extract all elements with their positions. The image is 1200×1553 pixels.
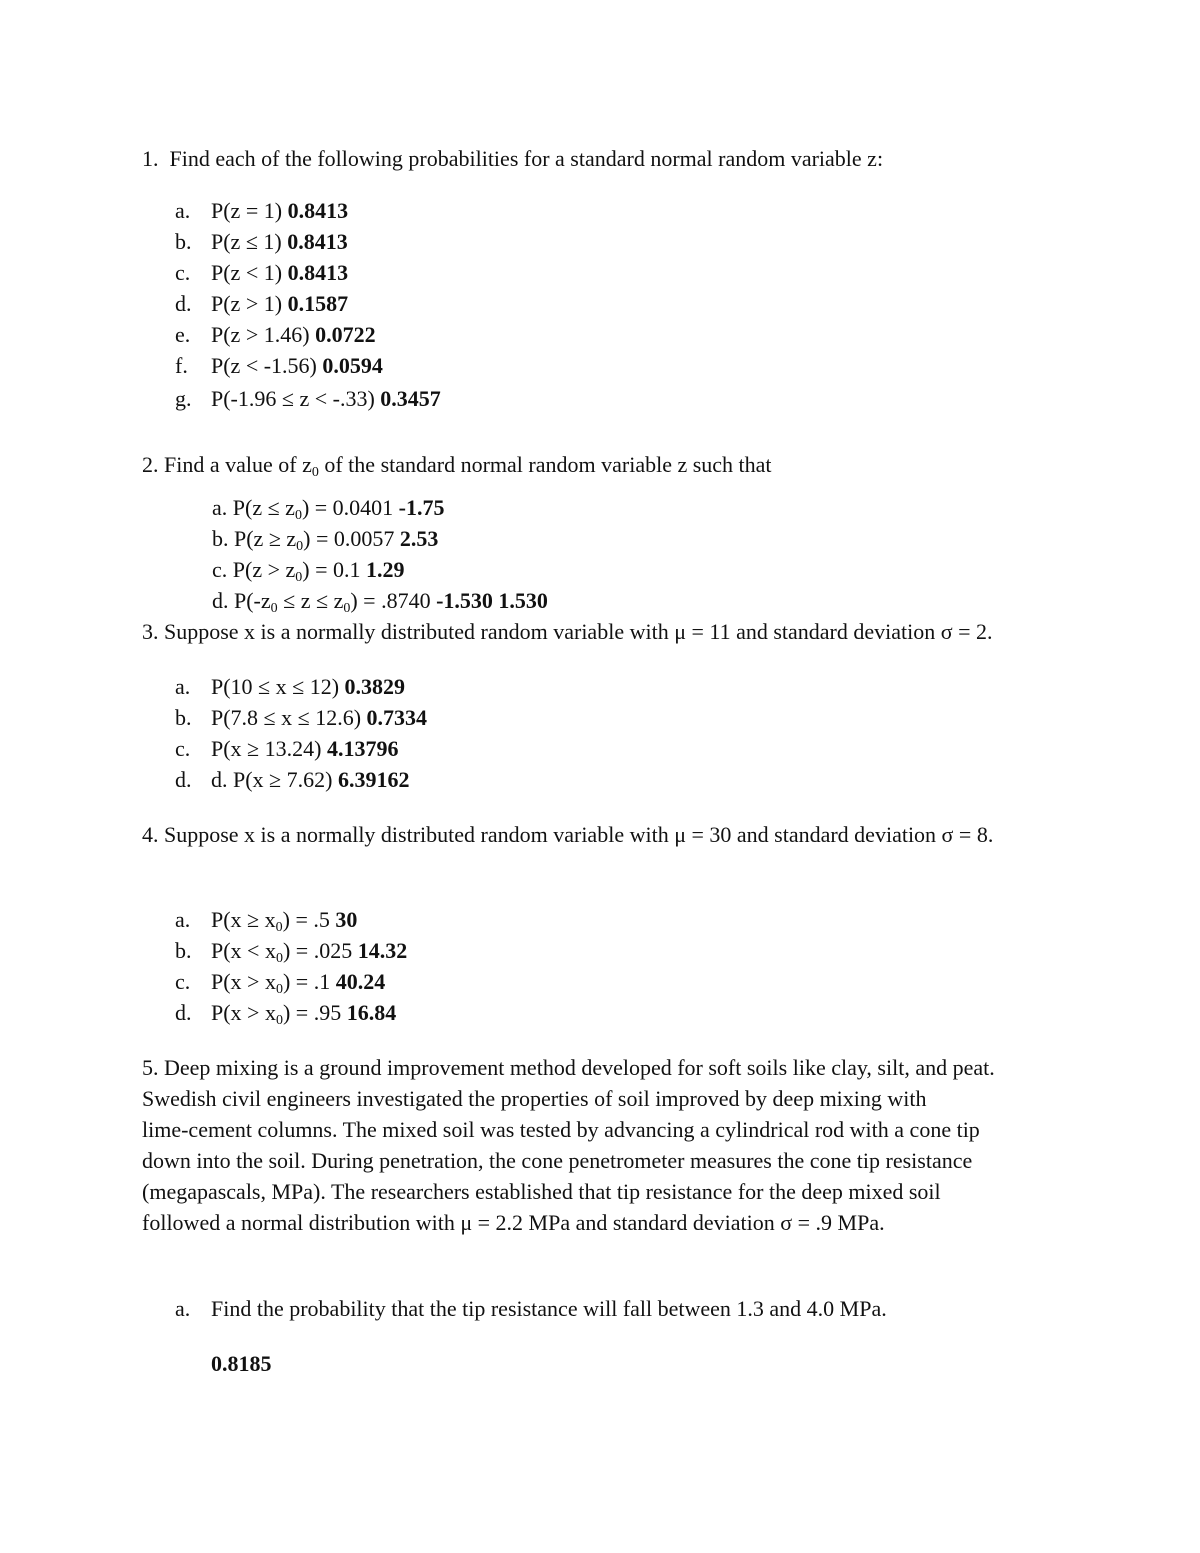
q4-item-b: b. $P(x < x_0) = .025$ 14.32: [175, 938, 408, 966]
q2-item-d: d. $P(-z_0 \le z \le z_0) = .8740$ -1.530 1.530: [212, 588, 548, 616]
q2-heading: 2. Find a value of $z_0$ of the standard normal random variable z such that: [142, 452, 772, 480]
answer: 4.13796: [326, 736, 399, 761]
q1-item-b: b. P(z ≤ 1) 0.8413: [175, 229, 348, 254]
answer: 0.0722: [315, 322, 376, 347]
q3-item-c: c. P(x ≥ 13.24) 4.13796: [175, 736, 399, 761]
q3-heading: 3. Suppose x is a normally distributed random variable with μ = 11 and standard deviation σ = 2.: [142, 619, 993, 644]
q1-item-d: d. P(z > 1) 0.1587: [175, 291, 349, 316]
q1-text: Find each of the following probabilities for a standard normal random variable z:: [169, 146, 884, 171]
answer: -1.530 1.530: [436, 588, 548, 613]
answer: 0.1587: [287, 291, 349, 316]
q4-heading: 4. Suppose x is a normally distributed random variable with μ = 30 and standard deviation σ = 8.: [142, 822, 994, 847]
answer: 6.39162: [337, 767, 410, 792]
q2-item-c: c. $P(z > z_0) = 0.1$ 1.29: [212, 557, 405, 585]
answer: 14.32: [357, 938, 408, 963]
q1-number: 1.: [142, 146, 159, 171]
answer: 0.8413: [287, 229, 348, 254]
answer: 30: [335, 907, 358, 932]
q3-item-d: d. d. P(x ≥ 7.62) 6.39162: [175, 767, 410, 792]
q5-item-a: a. Find the probability that the tip resistance will fall between 1.3 and 4.0 MPa.: [175, 1296, 887, 1321]
q2-item-b: b. $P(z \ge z_0) = 0.0057$ 2.53: [212, 526, 439, 554]
answer: 0.7334: [366, 705, 428, 730]
answer: 40.24: [335, 969, 386, 994]
q3-item-a: a. P(10 ≤ x ≤ 12) 0.3829: [175, 674, 406, 699]
answer: 0.8413: [287, 260, 349, 285]
answer: -1.75: [398, 495, 445, 520]
answer: 0.8413: [287, 198, 349, 223]
q5-answer: 0.8185: [211, 1351, 272, 1376]
q3-item-b: b. P(7.8 ≤ x ≤ 12.6) 0.7334: [175, 705, 428, 730]
answer: 2.53: [399, 526, 439, 551]
q4-item-d: d. $P(x > x_0) = .95$ 16.84: [175, 1000, 397, 1028]
answer: 0.3457: [380, 386, 441, 411]
q2-item-a: a. $P(z \le z_0) = 0.0401$ -1.75: [212, 495, 445, 523]
q4-item-c: c. $P(x > x_0) = .1$ 40.24: [175, 969, 386, 997]
answer: 0.0594: [322, 353, 383, 378]
q5-paragraph: 5. Deep mixing is a ground improvement method developed for soft soils like clay, silt, and peat. Swedish civil engineers investigated the properties of soil improved by deep mixing with lime-cement columns. The mixed soil was tested by advancing a cylindrical rod with a cone tip down into the soil. During penetration, the cone penetrometer measures the cone tip resistance (megapascals, MPa). The researchers established that tip resistance for the deep mixed soil followed a normal distribution with μ = 2.2 MPa and standard deviation σ = .9 MPa.: [142, 1055, 995, 1235]
q1-item-c: c. P(z < 1) 0.8413: [175, 260, 349, 285]
q1-item-a: a. P(z = 1) 0.8413: [175, 198, 349, 223]
answer: 1.29: [366, 557, 405, 582]
answer: 0.3829: [344, 674, 406, 699]
q1-heading: [142, 146, 883, 172]
q1-item-g: g. P(-1.96 ≤ z < -.33) 0.3457: [175, 386, 441, 411]
q4-item-a: a. $P(x \ge x_0) = .5$ 30: [175, 907, 358, 935]
answer: 16.84: [346, 1000, 397, 1025]
q1-item-f: f. P(z < -1.56) 0.0594: [175, 353, 383, 378]
q1-item-e: e. P(z > 1.46) 0.0722: [175, 322, 376, 347]
